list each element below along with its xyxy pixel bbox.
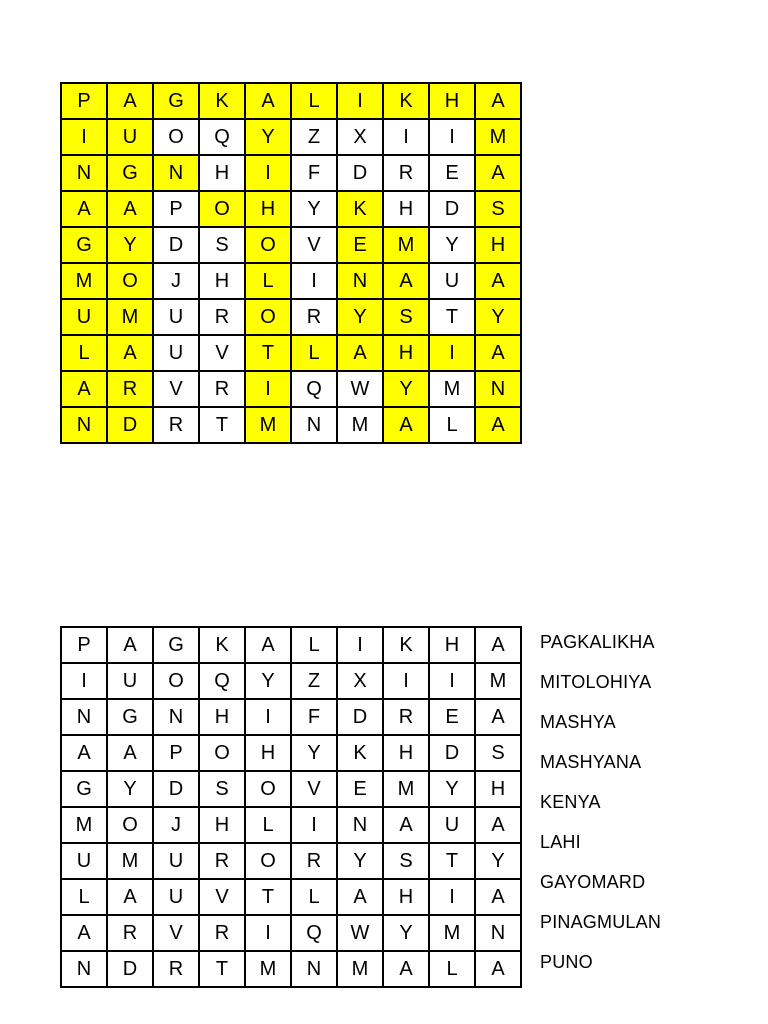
answer-key-cell: A — [337, 335, 383, 371]
answer-key-cell: V — [291, 227, 337, 263]
answer-key-cell: Z — [291, 119, 337, 155]
puzzle-cell: U — [153, 843, 199, 879]
puzzle-cell: L — [245, 807, 291, 843]
answer-key-cell: L — [291, 335, 337, 371]
answer-key-cell: M — [383, 227, 429, 263]
puzzle-cell: I — [61, 663, 107, 699]
puzzle-cell: H — [429, 627, 475, 663]
puzzle-row — [61, 663, 521, 699]
puzzle-cell: O — [245, 843, 291, 879]
puzzle-cell: H — [475, 771, 521, 807]
puzzle-row — [61, 879, 521, 915]
puzzle-cell: S — [383, 843, 429, 879]
puzzle-cell: A — [475, 627, 521, 663]
puzzle-cell: M — [245, 951, 291, 987]
word-list — [540, 626, 661, 986]
answer-key-cell: L — [61, 335, 107, 371]
answer-key-cell: A — [383, 263, 429, 299]
puzzle-cell: D — [429, 735, 475, 771]
answer-key-cell: Y — [429, 227, 475, 263]
puzzle-cell: N — [291, 951, 337, 987]
puzzle-cell: N — [153, 699, 199, 735]
answer-key-cell: U — [153, 335, 199, 371]
puzzle-cell: O — [107, 807, 153, 843]
puzzle-cell: D — [153, 771, 199, 807]
answer-key-cell: M — [107, 299, 153, 335]
answer-key-cell: T — [199, 407, 245, 443]
answer-key-cell: A — [107, 335, 153, 371]
answer-key-cell: L — [291, 83, 337, 119]
answer-key-cell: Y — [337, 299, 383, 335]
answer-key-cell: T — [429, 299, 475, 335]
answer-key-cell: H — [383, 191, 429, 227]
answer-key-cell: P — [153, 191, 199, 227]
puzzle-row — [61, 807, 521, 843]
word-list-item: KENYA — [540, 792, 601, 812]
puzzle-cell: H — [383, 735, 429, 771]
word-list-item: MASHYANA — [540, 752, 642, 772]
puzzle-row — [61, 771, 521, 807]
answer-key-cell: O — [245, 227, 291, 263]
answer-key-cell: J — [153, 263, 199, 299]
answer-key-grid — [60, 82, 522, 444]
puzzle-cell: T — [429, 843, 475, 879]
answer-key-cell: H — [383, 335, 429, 371]
puzzle-cell: I — [245, 699, 291, 735]
puzzle-cell: M — [61, 807, 107, 843]
puzzle-cell: Q — [291, 915, 337, 951]
puzzle-cell: K — [383, 627, 429, 663]
puzzle-cell: N — [61, 951, 107, 987]
puzzle-cell: A — [61, 735, 107, 771]
answer-key-cell: D — [107, 407, 153, 443]
word-list-item: MASHYA — [540, 712, 616, 732]
answer-key-cell: N — [337, 263, 383, 299]
puzzle-cell: N — [475, 915, 521, 951]
puzzle-cell: R — [107, 915, 153, 951]
word-list-item: PAGKALIKHA — [540, 632, 655, 652]
answer-key-row — [61, 335, 521, 371]
puzzle-cell: W — [337, 915, 383, 951]
answer-key-cell: I — [429, 335, 475, 371]
puzzle-cell: A — [107, 879, 153, 915]
puzzle-cell: G — [61, 771, 107, 807]
puzzle-cell: U — [61, 843, 107, 879]
answer-key-cell: O — [199, 191, 245, 227]
answer-key-row — [61, 407, 521, 443]
puzzle-cell: A — [475, 807, 521, 843]
puzzle-cell: I — [429, 879, 475, 915]
answer-key-cell: V — [153, 371, 199, 407]
puzzle-cell: Y — [107, 771, 153, 807]
answer-key-cell: G — [153, 83, 199, 119]
answer-key-cell: F — [291, 155, 337, 191]
puzzle-cell: L — [429, 951, 475, 987]
answer-key-cell: S — [199, 227, 245, 263]
puzzle-cell: P — [153, 735, 199, 771]
answer-key-cell: U — [107, 119, 153, 155]
puzzle-cell: G — [153, 627, 199, 663]
puzzle-row — [61, 843, 521, 879]
puzzle-cell: Z — [291, 663, 337, 699]
answer-key-cell: D — [153, 227, 199, 263]
answer-key-cell: I — [61, 119, 107, 155]
puzzle-cell: D — [107, 951, 153, 987]
answer-key-cell: K — [199, 83, 245, 119]
answer-key-row — [61, 155, 521, 191]
puzzle-cell: U — [429, 807, 475, 843]
puzzle-row — [61, 699, 521, 735]
puzzle-cell: N — [337, 807, 383, 843]
puzzle-row — [61, 627, 521, 663]
answer-key-cell: A — [475, 335, 521, 371]
answer-key-cell: S — [475, 191, 521, 227]
answer-key-cell: A — [107, 83, 153, 119]
answer-key-cell: L — [429, 407, 475, 443]
puzzle-cell: V — [291, 771, 337, 807]
answer-key-cell: P — [61, 83, 107, 119]
puzzle-cell: M — [383, 771, 429, 807]
answer-key-cell: N — [61, 155, 107, 191]
answer-key-cell: D — [337, 155, 383, 191]
answer-key-cell: N — [291, 407, 337, 443]
answer-key-row — [61, 371, 521, 407]
puzzle-cell: M — [429, 915, 475, 951]
puzzle-cell: X — [337, 663, 383, 699]
puzzle-cell: V — [199, 879, 245, 915]
answer-key-row — [61, 191, 521, 227]
puzzle-cell: H — [199, 699, 245, 735]
answer-key-cell: G — [107, 155, 153, 191]
answer-key-cell: I — [337, 83, 383, 119]
answer-key-cell: R — [107, 371, 153, 407]
puzzle-cell: M — [337, 951, 383, 987]
puzzle-cell: A — [383, 807, 429, 843]
answer-key-cell: A — [475, 155, 521, 191]
puzzle-cell: A — [245, 627, 291, 663]
puzzle-cell: D — [337, 699, 383, 735]
puzzle-cell: I — [337, 627, 383, 663]
puzzle-cell: A — [61, 915, 107, 951]
answer-key-cell: K — [337, 191, 383, 227]
answer-key-cell: H — [199, 263, 245, 299]
puzzle-cell: A — [107, 735, 153, 771]
puzzle-cell: M — [475, 663, 521, 699]
answer-key-cell: A — [475, 407, 521, 443]
puzzle-cell: R — [153, 951, 199, 987]
puzzle-cell: Y — [337, 843, 383, 879]
answer-key-cell: R — [153, 407, 199, 443]
answer-key-cell: W — [337, 371, 383, 407]
puzzle-cell: O — [199, 735, 245, 771]
puzzle-cell: A — [475, 951, 521, 987]
answer-key-cell: Y — [245, 119, 291, 155]
puzzle-cell: K — [337, 735, 383, 771]
answer-key-cell: D — [429, 191, 475, 227]
puzzle-cell: F — [291, 699, 337, 735]
answer-key-cell: U — [429, 263, 475, 299]
puzzle-cell: R — [383, 699, 429, 735]
puzzle-cell: M — [107, 843, 153, 879]
word-search-grid-body — [61, 627, 521, 987]
puzzle-cell: L — [61, 879, 107, 915]
answer-key-cell: M — [61, 263, 107, 299]
puzzle-cell: Y — [245, 663, 291, 699]
answer-key-cell: R — [383, 155, 429, 191]
puzzle-cell: I — [291, 807, 337, 843]
puzzle-cell: I — [429, 663, 475, 699]
answer-key-cell: G — [61, 227, 107, 263]
puzzle-cell: Y — [383, 915, 429, 951]
word-list-item: GAYOMARD — [540, 872, 646, 892]
answer-key-cell: A — [61, 191, 107, 227]
answer-key-cell: I — [291, 263, 337, 299]
puzzle-cell: T — [199, 951, 245, 987]
answer-key-cell: A — [475, 263, 521, 299]
word-search-grid — [60, 626, 522, 988]
answer-key-cell: M — [337, 407, 383, 443]
answer-key-cell: N — [475, 371, 521, 407]
answer-key-cell: Y — [291, 191, 337, 227]
puzzle-cell: L — [291, 627, 337, 663]
puzzle-cell: O — [153, 663, 199, 699]
puzzle-cell: L — [291, 879, 337, 915]
answer-key-cell: Q — [291, 371, 337, 407]
puzzle-cell: H — [199, 807, 245, 843]
answer-key-cell: A — [383, 407, 429, 443]
puzzle-cell: N — [61, 699, 107, 735]
puzzle-cell: H — [383, 879, 429, 915]
answer-key-row — [61, 299, 521, 335]
answer-key-cell: H — [245, 191, 291, 227]
answer-key-cell: O — [153, 119, 199, 155]
puzzle-cell: A — [475, 699, 521, 735]
word-list-item: PINAGMULAN — [540, 912, 662, 932]
puzzle-cell: S — [475, 735, 521, 771]
answer-key-cell: U — [61, 299, 107, 335]
puzzle-cell: A — [107, 627, 153, 663]
puzzle-cell: V — [153, 915, 199, 951]
answer-key-row — [61, 83, 521, 119]
answer-key-cell: A — [245, 83, 291, 119]
puzzle-row — [61, 915, 521, 951]
puzzle-cell: R — [199, 843, 245, 879]
answer-key-cell: E — [337, 227, 383, 263]
puzzle-cell: O — [245, 771, 291, 807]
answer-key-row — [61, 263, 521, 299]
word-list-item: MITOLOHIYA — [540, 672, 652, 692]
answer-key-cell: H — [429, 83, 475, 119]
answer-key-cell: R — [199, 299, 245, 335]
answer-key-cell: Y — [107, 227, 153, 263]
puzzle-cell: I — [383, 663, 429, 699]
answer-key-grid-body — [61, 83, 521, 443]
puzzle-cell: Y — [291, 735, 337, 771]
puzzle-cell: U — [107, 663, 153, 699]
answer-key-cell: E — [429, 155, 475, 191]
answer-key-cell: R — [199, 371, 245, 407]
puzzle-row — [61, 735, 521, 771]
answer-key-cell: M — [245, 407, 291, 443]
answer-key-row — [61, 227, 521, 263]
answer-key-cell: M — [475, 119, 521, 155]
puzzle-cell: U — [153, 879, 199, 915]
puzzle-cell: E — [429, 699, 475, 735]
answer-key-cell: I — [429, 119, 475, 155]
answer-key-cell: S — [383, 299, 429, 335]
puzzle-cell: A — [383, 951, 429, 987]
answer-key-cell: A — [475, 83, 521, 119]
puzzle-cell: Y — [429, 771, 475, 807]
puzzle-cell: H — [245, 735, 291, 771]
answer-key-cell: L — [245, 263, 291, 299]
answer-key-cell: O — [245, 299, 291, 335]
puzzle-cell: S — [199, 771, 245, 807]
puzzle-cell: T — [245, 879, 291, 915]
answer-key-cell: N — [61, 407, 107, 443]
answer-key-cell: Y — [475, 299, 521, 335]
puzzle-row — [61, 951, 521, 987]
answer-key-cell: I — [245, 155, 291, 191]
puzzle-cell: R — [199, 915, 245, 951]
puzzle-cell: A — [475, 879, 521, 915]
answer-key-cell: A — [107, 191, 153, 227]
answer-key-cell: H — [199, 155, 245, 191]
puzzle-cell: G — [107, 699, 153, 735]
puzzle-cell: A — [337, 879, 383, 915]
puzzle-cell: Y — [475, 843, 521, 879]
answer-key-cell: Q — [199, 119, 245, 155]
answer-key-row — [61, 119, 521, 155]
answer-key-cell: Y — [383, 371, 429, 407]
puzzle-cell: Q — [199, 663, 245, 699]
puzzle-cell: E — [337, 771, 383, 807]
puzzle-cell: K — [199, 627, 245, 663]
answer-key-cell: O — [107, 263, 153, 299]
answer-key-cell: R — [291, 299, 337, 335]
answer-key-cell: I — [383, 119, 429, 155]
answer-key-cell: T — [245, 335, 291, 371]
answer-key-cell: H — [475, 227, 521, 263]
answer-key-cell: U — [153, 299, 199, 335]
puzzle-cell: R — [291, 843, 337, 879]
puzzle-cell: J — [153, 807, 199, 843]
answer-key-cell: K — [383, 83, 429, 119]
puzzle-cell: P — [61, 627, 107, 663]
word-list-item: LAHI — [540, 832, 581, 852]
answer-key-cell: M — [429, 371, 475, 407]
answer-key-cell: X — [337, 119, 383, 155]
word-list-item: PUNO — [540, 952, 593, 972]
answer-key-cell: A — [61, 371, 107, 407]
answer-key-cell: I — [245, 371, 291, 407]
answer-key-cell: V — [199, 335, 245, 371]
puzzle-cell: I — [245, 915, 291, 951]
answer-key-cell: N — [153, 155, 199, 191]
